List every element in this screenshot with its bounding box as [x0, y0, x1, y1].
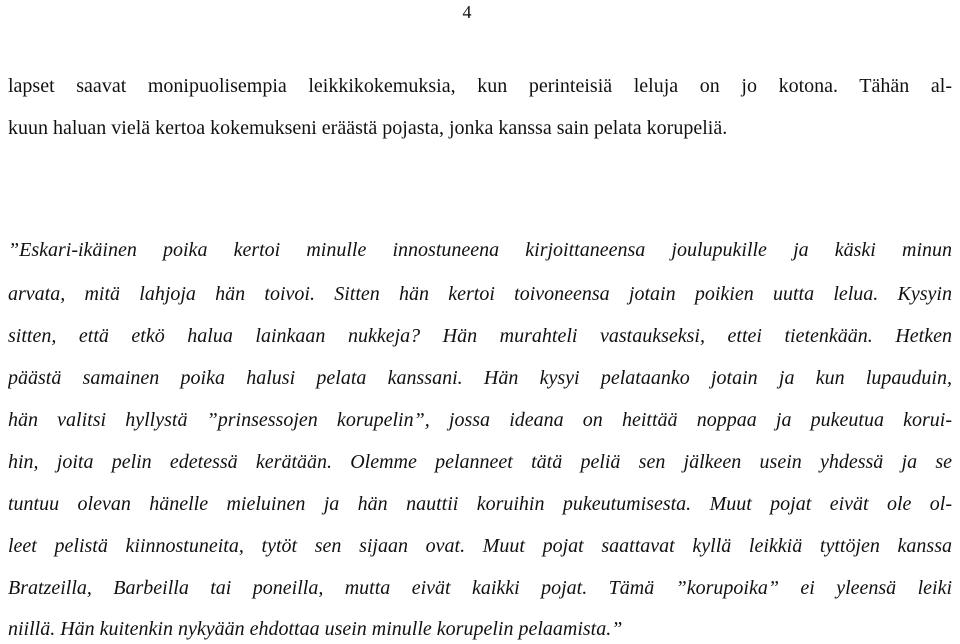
text-line: niillä. Hän kuitenkin nykyään ehdottaa usein minulle korupelin pelaamista.” — [8, 618, 623, 640]
page-number: 4 — [462, 2, 472, 22]
text-line: arvata, mitä lahjoja hän toivoi. Sitten hän kertoi toivoneensa jotain poikien uutta lelua. Kysyin — [8, 283, 952, 305]
text-line: ”Eskari-ikäinen poika kertoi minulle innostuneena kirjoittaneensa joulupukille ja käski minun — [8, 239, 952, 261]
text-line: kuun haluan vielä kertoa kokemukseni eräästä pojasta, jonka kanssa sain pelata korupeliä. — [8, 117, 728, 139]
text-line: hän valitsi hyllystä ”prinsessojen korupelin”, jossa ideana on heittää noppaa ja pukeutua korui- — [8, 409, 952, 431]
text-line: hin, joita pelin edetessä kerätään. Olemme pelanneet tätä peliä sen jälkeen usein yhdessä ja se — [8, 451, 952, 473]
text-line: sitten, että etkö halua lainkaan nukkeja? Hän murahteli vastaukseksi, ettei tietenkään. Hetken — [8, 325, 952, 347]
text-line: leet pelistä kiinnostuneita, tytöt sen sijaan ovat. Muut pojat saattavat kyllä leikkiä tyttöjen kanssa — [8, 535, 952, 557]
text-line: tuntuu olevan hänelle mieluinen ja hän nauttii koruihin pukeutumisesta. Muut pojat eivät ole ol- — [8, 493, 952, 515]
text-line: lapset saavat monipuolisempia leikkikokemuksia, kun perinteisiä leluja on jo kotona. Tähän al- — [8, 75, 952, 97]
text-line: päästä samainen poika halusi pelata kanssani. Hän kysyi pelataanko jotain ja kun lupauduin, — [8, 367, 952, 389]
text-line: Bratzeilla, Barbeilla tai poneilla, mutta eivät kaikki pojat. Tämä ”korupoika” ei yleensä leiki — [8, 577, 952, 599]
